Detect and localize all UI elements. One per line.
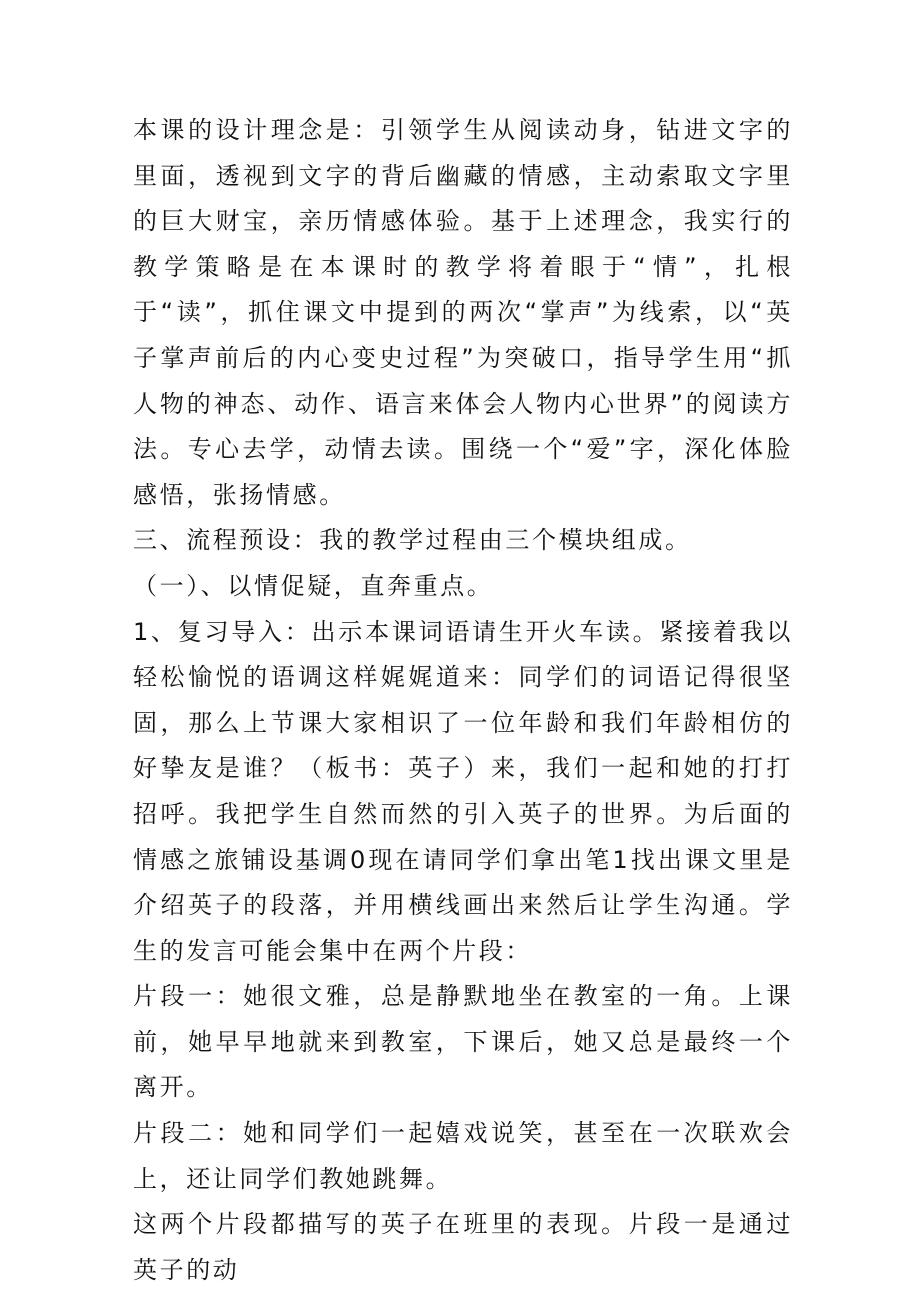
paragraph-process-heading: 三、流程预设：我的教学过程由三个模块组成。 [133, 526, 692, 555]
document-body [133, 108, 793, 1293]
paragraph-analysis: 这两个片段都描写的英子在班里的表现。片段一是通过英子的动 [133, 1210, 793, 1284]
paragraph-excerpt-two: 片段二：她和同学们一起嬉戏说笑，甚至在一次联欢会上，还让同学们教她跳舞。 [133, 1119, 793, 1193]
paragraph-design-concept: 本课的设计理念是：引领学生从阅读动身，钻进文字的里面，透视到文字的背后幽藏的情感，主动索取文字里的巨大财宝，亲历情感体验。基于上述理念，我实行的教学策略是在本课时的教学将着眼于“情”，扎根于“读”，抓住课文中提到的两次“掌声”为线索，以“英子掌声前后的内心变史过程”为突破口，指导学生用“抓人物的神态、动作、语言来体会人物内心世界”的阅读方法。专心去学，动情去读。围绕一个“爱”字，深化体脸感悟，张扬情感。 [133, 116, 793, 509]
paragraph-review-intro: 1、复习导入：出示本课词语请生开火车读。紧接着我以轻松愉悦的语调这样娓娓道来：同学们的词语记得很坚固，那么上节课大家相识了一位年龄和我们年龄相仿的好挚友是谁？（板书：英子）来，我们一起和她的打打招呼。我把学生自然而然的引入英子的世界。为后面的情感之旅铺设基调0现在请同学们拿出笔1找出课文里是介绍英子的段落，并用横线画出来然后让学生沟通。学生的发言可能会集中在两个片段： [133, 617, 793, 965]
paragraph-module-one-heading: （一）、以情促疑，直奔重点。 [133, 571, 494, 600]
paragraph-excerpt-one: 片段一：她很文雅，总是静默地坐在教室的一角。上课前，她早早地就来到教室，下课后，她又总是最终一个离开。 [133, 982, 793, 1102]
